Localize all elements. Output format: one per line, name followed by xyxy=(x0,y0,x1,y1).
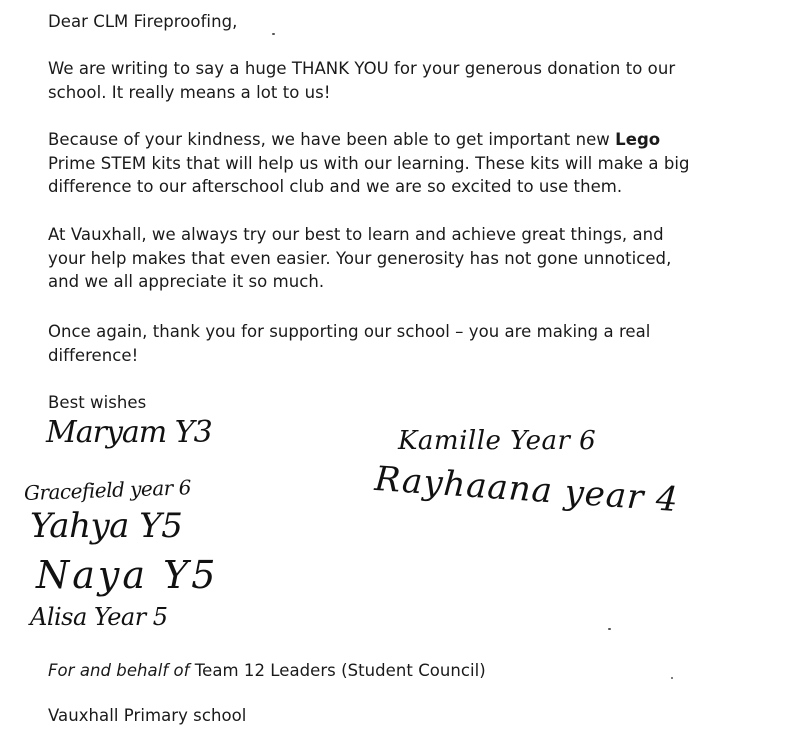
paragraph-3 xyxy=(48,223,671,294)
signature-naya: Naya Y5 xyxy=(36,553,219,597)
signature-maryam: Maryam Y3 xyxy=(46,415,212,450)
paragraph-4-line-1: Once again, thank you for supporting our school – you are making a real xyxy=(48,322,651,341)
school-name-text: Vauxhall Primary school xyxy=(48,706,247,725)
paragraph-4 xyxy=(48,320,650,367)
paragraph-1-line-2: school. It really means a lot to us! xyxy=(48,82,331,102)
scan-mark xyxy=(272,33,275,35)
signature-alisa: Alisa Year 5 xyxy=(30,603,168,631)
behalf-team-text: Team 12 Leaders (Student Council) xyxy=(189,661,486,680)
school-name xyxy=(48,704,246,728)
paragraph-3-line-2: your help makes that even easier. Your generosity has not gone unnoticed, xyxy=(48,248,672,268)
scan-mark xyxy=(671,677,673,679)
paragraph-1 xyxy=(48,57,675,104)
paragraph-2-line-1 xyxy=(48,128,690,152)
greeting xyxy=(48,10,237,34)
signature-kamille: Kamille Year 6 xyxy=(398,426,597,456)
scan-mark xyxy=(608,628,611,630)
signature-rayhaana: Rayhaana year 4 xyxy=(373,459,681,521)
paragraph-2 xyxy=(48,128,690,199)
paragraph-4-line-2: difference! xyxy=(48,345,139,365)
closing xyxy=(48,391,146,415)
closing-text: Best wishes xyxy=(48,393,147,412)
paragraph-2-line-1-text: Because of your kindness, we have been able to get important new xyxy=(48,130,616,149)
paragraph-2-line-2: Prime STEM kits that will help us with our learning. These kits will make a big xyxy=(48,153,690,173)
signature-yahya: Yahya Y5 xyxy=(30,506,183,546)
paragraph-3-line-3: and we all appreciate it so much. xyxy=(48,272,325,291)
greeting-text: Dear CLM Fireproofing, xyxy=(48,12,238,31)
behalf-italic-text: For and behalf of xyxy=(48,661,190,680)
paragraph-3-line-1: At Vauxhall, we always try our best to learn and achieve great things, and xyxy=(48,225,664,244)
lego-bold-text: Lego xyxy=(615,130,661,149)
paragraph-1-line-1: We are writing to say a huge THANK YOU for your generous donation to our xyxy=(48,59,676,78)
paragraph-2-line-3: difference to our afterschool club and we are so excited to use them. xyxy=(48,177,623,196)
behalf-line xyxy=(48,659,486,683)
signature-gracefield: Gracefield year 6 xyxy=(23,475,192,505)
behalf-line-text xyxy=(48,659,486,683)
